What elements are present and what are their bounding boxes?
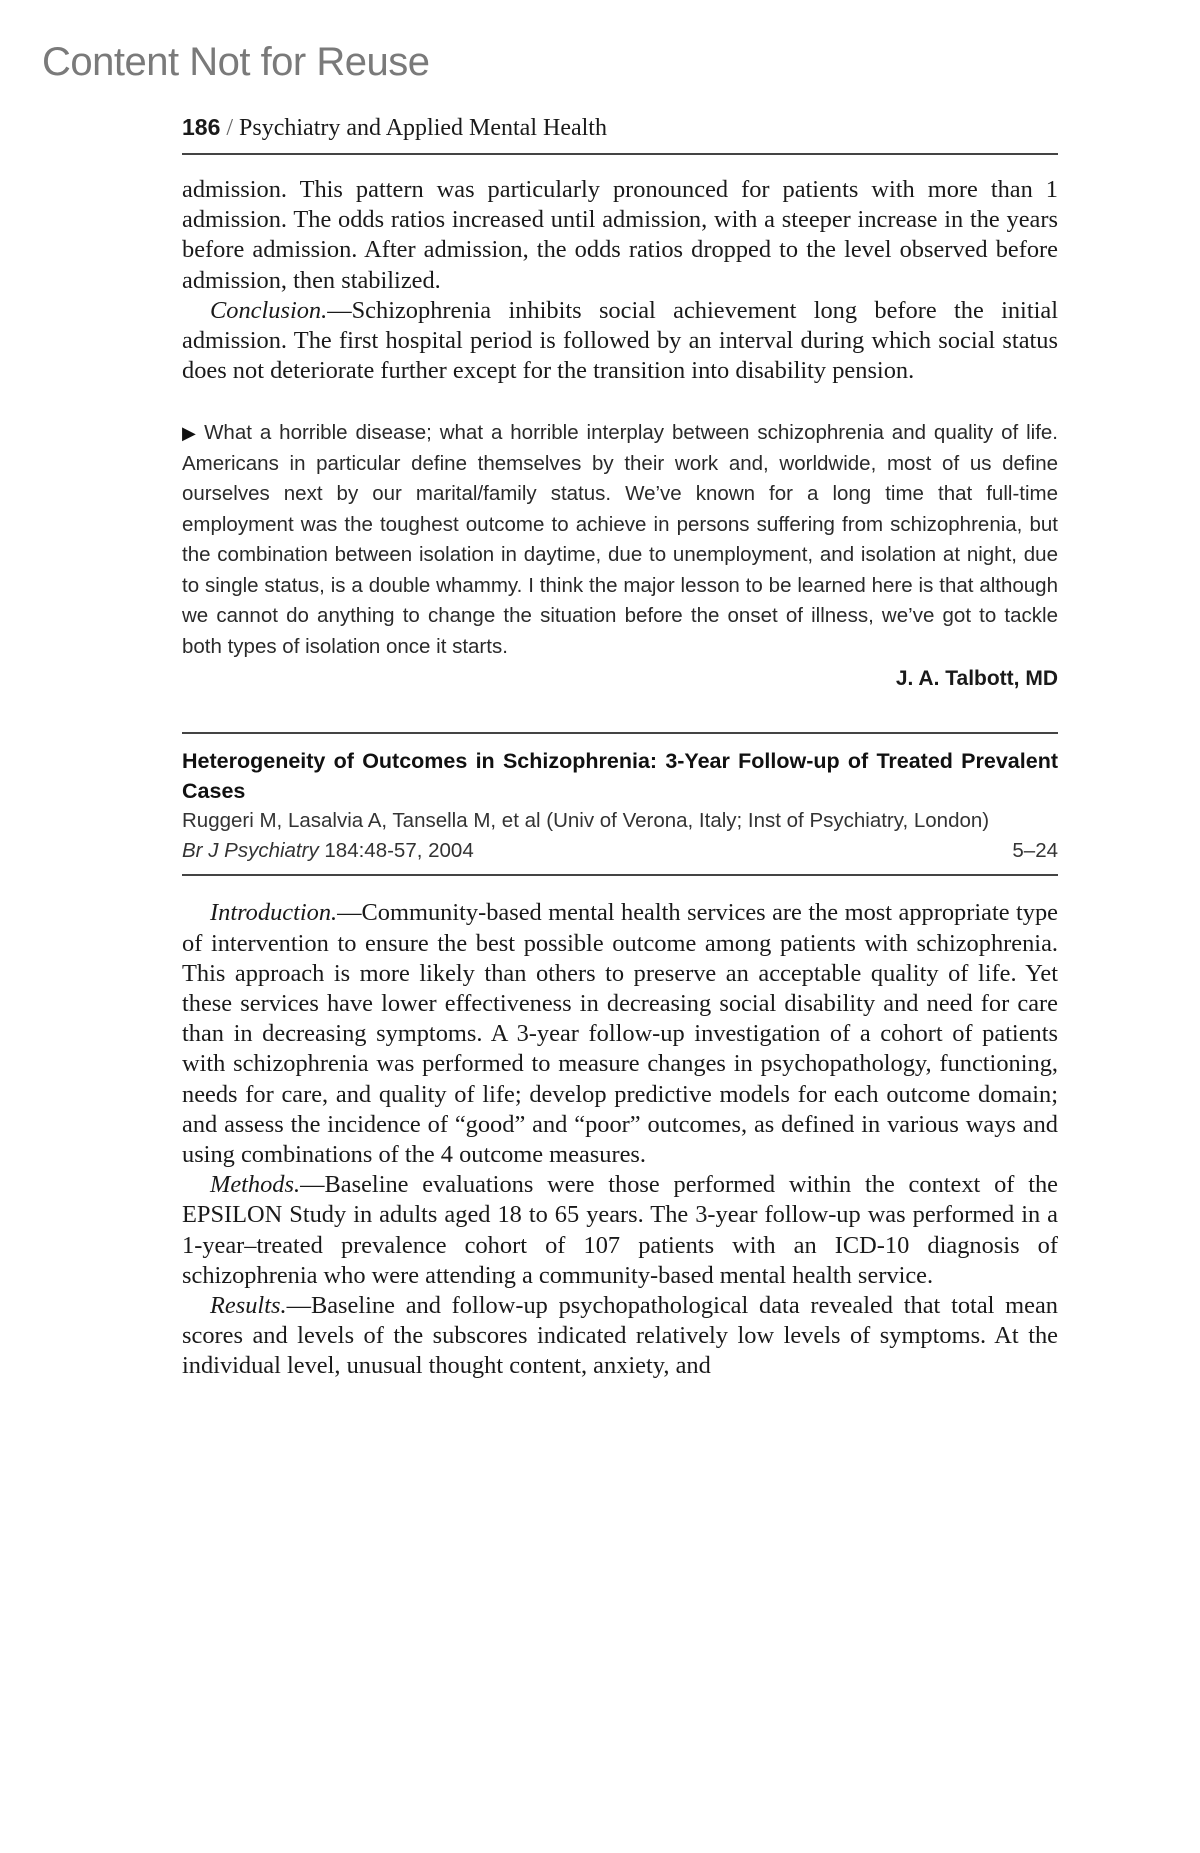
conclusion-label: Conclusion. [210,296,328,324]
results-paragraph: admission. This pattern was particularly pronounced for patients with more than 1 admission. The odds ratios increased until admission, with a steeper increase in the years before admission. After admission, the odds ratios dropped to the level observed before admission, then stabilized. [182,176,1058,294]
right-triangle-icon: ▶ [182,423,199,444]
abstract-section-methods [182,1170,1058,1291]
page [182,110,1058,1382]
citation-details: 184:48-57, 2004 [318,839,474,863]
section-label: Introduction. [210,899,338,927]
abstract-section-results [182,1291,1058,1382]
section-label: Methods. [210,1171,301,1199]
article-header [182,734,1058,874]
section-title: Psychiatry and Applied Mental Health [239,115,607,141]
reference-code: 5–24 [1012,839,1058,863]
commentary-text: What a horrible disease; what a horrible interplay between schizophrenia and quality of life. Americans in particular define themselves by their work and, worldwide, most of us define ourselves next by our marital/family status. We’ve known for a long time that full-time employment was the toughest outcome to achieve in persons suffering from schizophrenia, but the combination between isolation in daytime, due to unemployment, and isolation at night, due to single status, is a double whammy. I think the major lesson to be learned here is that although we cannot do anything to change the situation before the onset of illness, we’ve got to tackle both types of isolation once it starts. [182,421,1059,658]
running-head-separator: / [226,115,234,141]
article-citation [182,836,1058,866]
section-text: —Baseline evaluations were those performed within the context of the EPSILON Study in adults aged 18 to 65 years. The 3-year follow-up was performed in a 1-year–treated prevalence cohort of 107 patients with an ICD-10 diagnosis of schizophrenia who were attending a community-based mental health service. [182,1171,1058,1289]
section-text: —Community-based mental health services are the most appropriate type of intervention to ensure the best possible outcome among patients with schizophrenia. This approach is more likely than others to preserve an acceptable quality of life. Yet these services have lower effectiveness in decreasing social disability and need for care than in decreasing symptoms. A 3-year follow-up investigation of a cohort of patients with schizophrenia was performed to measure changes in psychopathology, functioning, needs for care, and quality of life; develop predictive models for each outcome domain; and assess the incidence of “good” and “poor” outcomes, as defined in various ways and using combinations of the 4 outcome measures. [182,899,1058,1169]
section-text: —Baseline and follow-up psychopathological data revealed that total mean scores and levels of the subscores indicated relatively low levels of symptoms. At the individual level, unusual thought content, anxiety, and [182,1292,1058,1380]
divider [182,874,1058,876]
previous-article-body [182,175,1058,386]
section-label: Results. [210,1292,287,1320]
article-title: Heterogeneity of Outcomes in Schizophrenia: 3-Year Follow-up of Treated Prevalent Cases [182,749,1058,804]
article-abstract [182,898,1058,1381]
watermark: Content Not for Reuse [42,40,430,84]
conclusion-text: —Schizophrenia inhibits social achievement long before the initial admission. The first hospital period is followed by an interval during which social status does not deteriorate further except for the transition into disability pension. [182,296,1058,385]
abstract-section-introduction [182,898,1058,1170]
journal-name: Br J Psychiatry [182,839,319,863]
page-number: 186 [182,114,221,140]
editor-commentary [182,418,1058,662]
running-head [182,110,1058,155]
article-authors: Ruggeri M, Lasalvia A, Tansella M, et al (Univ of Verona, Italy; Inst of Psychiatry, London) [182,809,990,833]
conclusion-paragraph [182,296,1058,387]
commentary-signature: J. A. Talbott, MD [895,667,1058,691]
